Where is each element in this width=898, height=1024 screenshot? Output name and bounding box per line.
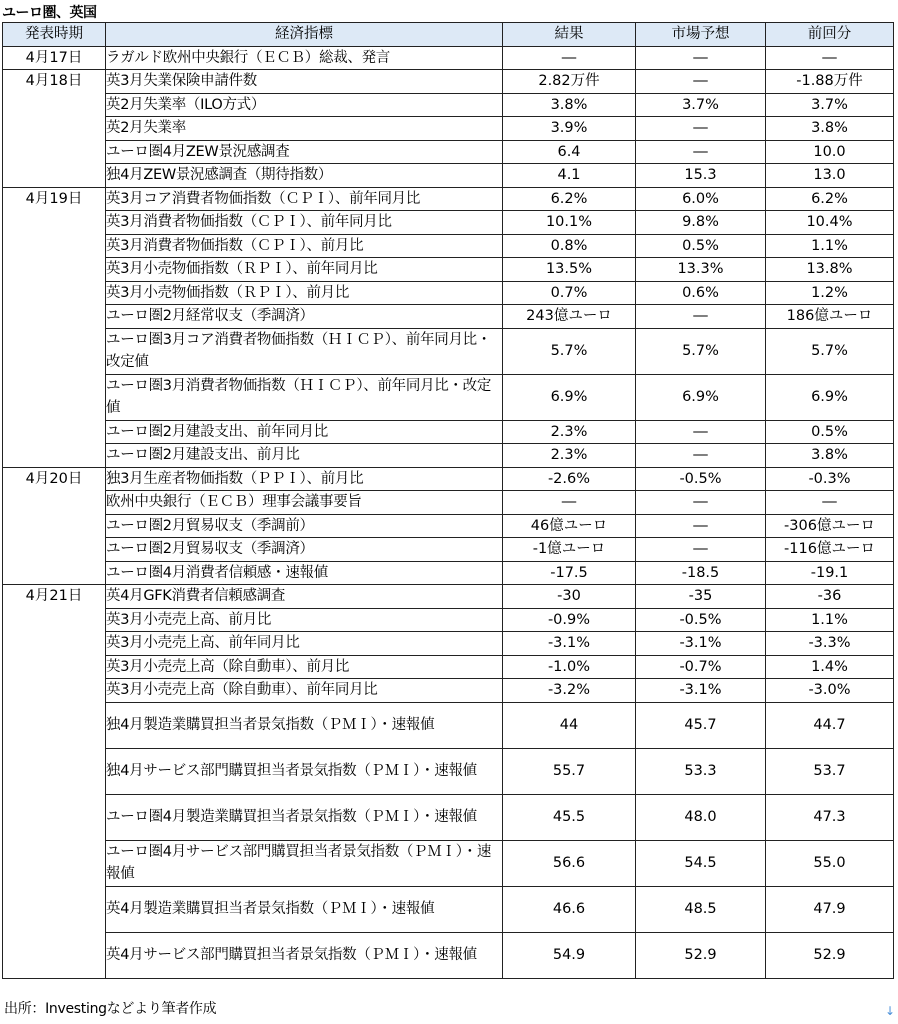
forecast-cell: ― (636, 46, 766, 70)
indicator-cell: 英3月コア消費者物価指数（ＣＰＩ）、前年同月比 (106, 187, 503, 211)
table-title: ユーロ圏、英国 (2, 5, 97, 21)
result-cell: 6.2% (503, 187, 636, 211)
forecast-cell: 9.8% (636, 211, 766, 235)
table-row (3, 70, 894, 94)
forecast-cell: 0.6% (636, 281, 766, 305)
indicator-cell: 英2月失業率（ILO方式） (106, 93, 503, 117)
result-cell: ― (503, 46, 636, 70)
table-row (3, 679, 894, 703)
arrow-down-icon: ↓ (885, 1004, 896, 1018)
result-cell: 4.1 (503, 164, 636, 188)
result-cell: -1億ユーロ (503, 538, 636, 562)
header-indicator: 経済指標 (106, 23, 503, 47)
result-cell: 6.9% (503, 374, 636, 420)
indicator-cell: 独4月サービス部門購買担当者景気指数（ＰＭＩ）・速報値 (106, 748, 503, 794)
previous-cell: 0.5% (766, 420, 894, 444)
previous-cell: -0.3% (766, 467, 894, 491)
forecast-cell: 48.0 (636, 794, 766, 840)
table-row (3, 258, 894, 282)
result-cell: 3.8% (503, 93, 636, 117)
table-body (3, 46, 894, 978)
result-cell: 13.5% (503, 258, 636, 282)
forecast-cell: -3.1% (636, 632, 766, 656)
previous-cell: 55.0 (766, 840, 894, 886)
header-previous: 前回分 (766, 23, 894, 47)
indicator-cell: 独4月ZEW景況感調査（期待指数） (106, 164, 503, 188)
previous-cell: 13.8% (766, 258, 894, 282)
result-cell: 10.1% (503, 211, 636, 235)
forecast-cell: -0.5% (636, 608, 766, 632)
table-row (3, 328, 894, 374)
result-cell: ― (503, 491, 636, 515)
result-cell: -30 (503, 585, 636, 609)
previous-cell: 186億ユーロ (766, 305, 894, 329)
forecast-cell: ― (636, 305, 766, 329)
previous-cell: 47.9 (766, 886, 894, 932)
result-cell: 6.4 (503, 140, 636, 164)
indicator-cell: ユーロ圏2月貿易収支（季調済） (106, 538, 503, 562)
forecast-cell: -18.5 (636, 561, 766, 585)
table-row (3, 467, 894, 491)
previous-cell: 3.8% (766, 444, 894, 468)
table-row (3, 561, 894, 585)
forecast-cell: 15.3 (636, 164, 766, 188)
forecast-cell: -0.5% (636, 467, 766, 491)
forecast-cell: 52.9 (636, 932, 766, 978)
table-row (3, 932, 894, 978)
forecast-cell: 48.5 (636, 886, 766, 932)
table-row (3, 117, 894, 141)
indicator-cell: ユーロ圏3月消費者物価指数（ＨＩＣＰ）、前年同月比・改定値 (106, 374, 503, 420)
previous-cell: 1.2% (766, 281, 894, 305)
indicator-cell: 英4月サービス部門購買担当者景気指数（ＰＭＩ）・速報値 (106, 932, 503, 978)
table-row (3, 46, 894, 70)
economic-calendar-table (2, 22, 894, 979)
release-date-cell: 4月18日 (3, 70, 106, 188)
indicator-cell: 英3月失業保険申請件数 (106, 70, 503, 94)
table-row (3, 211, 894, 235)
result-cell: 243億ユーロ (503, 305, 636, 329)
forecast-cell: -0.7% (636, 655, 766, 679)
indicator-cell: ユーロ圏2月貿易収支（季調前） (106, 514, 503, 538)
previous-cell: 10.0 (766, 140, 894, 164)
forecast-cell: -35 (636, 585, 766, 609)
table-row (3, 281, 894, 305)
release-date-cell: 4月21日 (3, 585, 106, 979)
forecast-cell: ― (636, 140, 766, 164)
previous-cell: -3.0% (766, 679, 894, 703)
table-row (3, 420, 894, 444)
table-row (3, 585, 894, 609)
release-date-cell: 4月19日 (3, 187, 106, 467)
table-row (3, 234, 894, 258)
previous-cell: 3.8% (766, 117, 894, 141)
forecast-cell: 13.3% (636, 258, 766, 282)
table-row (3, 491, 894, 515)
result-cell: 0.8% (503, 234, 636, 258)
indicator-cell: 英3月消費者物価指数（ＣＰＩ）、前年同月比 (106, 211, 503, 235)
indicator-cell: 欧州中央銀行（ＥＣＢ）理事会議事要旨 (106, 491, 503, 515)
forecast-cell: ― (636, 117, 766, 141)
previous-cell: 44.7 (766, 702, 894, 748)
table-row (3, 514, 894, 538)
table-row (3, 702, 894, 748)
table-row (3, 794, 894, 840)
table-row (3, 93, 894, 117)
result-cell: 3.9% (503, 117, 636, 141)
indicator-cell: 英3月小売売上高（除自動車）、前月比 (106, 655, 503, 679)
result-cell: 55.7 (503, 748, 636, 794)
indicator-cell: ラガルド欧州中央銀行（ＥＣＢ）総裁、発言 (106, 46, 503, 70)
previous-cell: 5.7% (766, 328, 894, 374)
result-cell: 0.7% (503, 281, 636, 305)
result-cell: 56.6 (503, 840, 636, 886)
forecast-cell: ― (636, 444, 766, 468)
indicator-cell: ユーロ圏2月経常収支（季調済） (106, 305, 503, 329)
table-row (3, 632, 894, 656)
previous-cell: 47.3 (766, 794, 894, 840)
header-forecast: 市場予想 (636, 23, 766, 47)
indicator-cell: 英4月GFK消費者信頼感調査 (106, 585, 503, 609)
result-cell: 45.5 (503, 794, 636, 840)
result-cell: 46.6 (503, 886, 636, 932)
indicator-cell: ユーロ圏3月コア消費者物価指数（ＨＩＣＰ）、前年同月比・改定値 (106, 328, 503, 374)
previous-cell: -116億ユーロ (766, 538, 894, 562)
header-date: 発表時期 (3, 23, 106, 47)
result-cell: 46億ユーロ (503, 514, 636, 538)
previous-cell: -306億ユーロ (766, 514, 894, 538)
result-cell: -3.1% (503, 632, 636, 656)
forecast-cell: ― (636, 70, 766, 94)
previous-cell: 3.7% (766, 93, 894, 117)
previous-cell: 6.2% (766, 187, 894, 211)
forecast-cell: ― (636, 491, 766, 515)
table-row (3, 748, 894, 794)
previous-cell: 6.9% (766, 374, 894, 420)
indicator-cell: 英3月小売売上高、前年同月比 (106, 632, 503, 656)
previous-cell: -1.88万件 (766, 70, 894, 94)
forecast-cell: ― (636, 514, 766, 538)
header-result: 結果 (503, 23, 636, 47)
previous-cell: ― (766, 491, 894, 515)
table-row (3, 655, 894, 679)
previous-cell: ― (766, 46, 894, 70)
result-cell: -0.9% (503, 608, 636, 632)
indicator-cell: 英3月小売売上高（除自動車）、前年同月比 (106, 679, 503, 703)
forecast-cell: 3.7% (636, 93, 766, 117)
indicator-cell: 英3月小売物価指数（ＲＰＩ）、前年同月比 (106, 258, 503, 282)
previous-cell: 1.4% (766, 655, 894, 679)
table-row (3, 444, 894, 468)
previous-cell: 1.1% (766, 234, 894, 258)
previous-cell: 10.4% (766, 211, 894, 235)
table-row (3, 886, 894, 932)
result-cell: 54.9 (503, 932, 636, 978)
indicator-cell: 独4月製造業購買担当者景気指数（ＰＭＩ）・速報値 (106, 702, 503, 748)
indicator-cell: ユーロ圏2月建設支出、前月比 (106, 444, 503, 468)
result-cell: -1.0% (503, 655, 636, 679)
indicator-cell: ユーロ圏4月製造業購買担当者景気指数（ＰＭＩ）・速報値 (106, 794, 503, 840)
previous-cell: -3.3% (766, 632, 894, 656)
result-cell: -2.6% (503, 467, 636, 491)
forecast-cell: 6.9% (636, 374, 766, 420)
indicator-cell: 英3月小売売上高、前月比 (106, 608, 503, 632)
indicator-cell: ユーロ圏2月建設支出、前年同月比 (106, 420, 503, 444)
previous-cell: 1.1% (766, 608, 894, 632)
table-row (3, 187, 894, 211)
indicator-cell: ユーロ圏4月ZEW景況感調査 (106, 140, 503, 164)
release-date-cell: 4月20日 (3, 467, 106, 585)
table-row (3, 538, 894, 562)
table-row (3, 840, 894, 886)
previous-cell: 52.9 (766, 932, 894, 978)
forecast-cell: 5.7% (636, 328, 766, 374)
forecast-cell: -3.1% (636, 679, 766, 703)
forecast-cell: ― (636, 538, 766, 562)
source-footnote: 出所：Investingなどより筆者作成 (4, 1001, 217, 1017)
indicator-cell: 英3月消費者物価指数（ＣＰＩ）、前月比 (106, 234, 503, 258)
header-row (3, 23, 894, 47)
table-row (3, 305, 894, 329)
table-row (3, 374, 894, 420)
indicator-cell: 英3月小売物価指数（ＲＰＩ）、前月比 (106, 281, 503, 305)
result-cell: 2.82万件 (503, 70, 636, 94)
indicator-cell: 英2月失業率 (106, 117, 503, 141)
table-row (3, 608, 894, 632)
table-row (3, 140, 894, 164)
result-cell: 5.7% (503, 328, 636, 374)
forecast-cell: 54.5 (636, 840, 766, 886)
result-cell: -3.2% (503, 679, 636, 703)
previous-cell: -19.1 (766, 561, 894, 585)
forecast-cell: 0.5% (636, 234, 766, 258)
forecast-cell: ― (636, 420, 766, 444)
result-cell: -17.5 (503, 561, 636, 585)
indicator-cell: ユーロ圏4月消費者信頼感・速報値 (106, 561, 503, 585)
indicator-cell: 英4月製造業購買担当者景気指数（ＰＭＩ）・速報値 (106, 886, 503, 932)
result-cell: 2.3% (503, 444, 636, 468)
release-date-cell: 4月17日 (3, 46, 106, 70)
previous-cell: 13.0 (766, 164, 894, 188)
forecast-cell: 45.7 (636, 702, 766, 748)
result-cell: 44 (503, 702, 636, 748)
previous-cell: 53.7 (766, 748, 894, 794)
table-row (3, 164, 894, 188)
result-cell: 2.3% (503, 420, 636, 444)
indicator-cell: ユーロ圏4月サービス部門購買担当者景気指数（ＰＭＩ）・速報値 (106, 840, 503, 886)
forecast-cell: 6.0% (636, 187, 766, 211)
previous-cell: -36 (766, 585, 894, 609)
indicator-cell: 独3月生産者物価指数（ＰＰＩ）、前月比 (106, 467, 503, 491)
forecast-cell: 53.3 (636, 748, 766, 794)
